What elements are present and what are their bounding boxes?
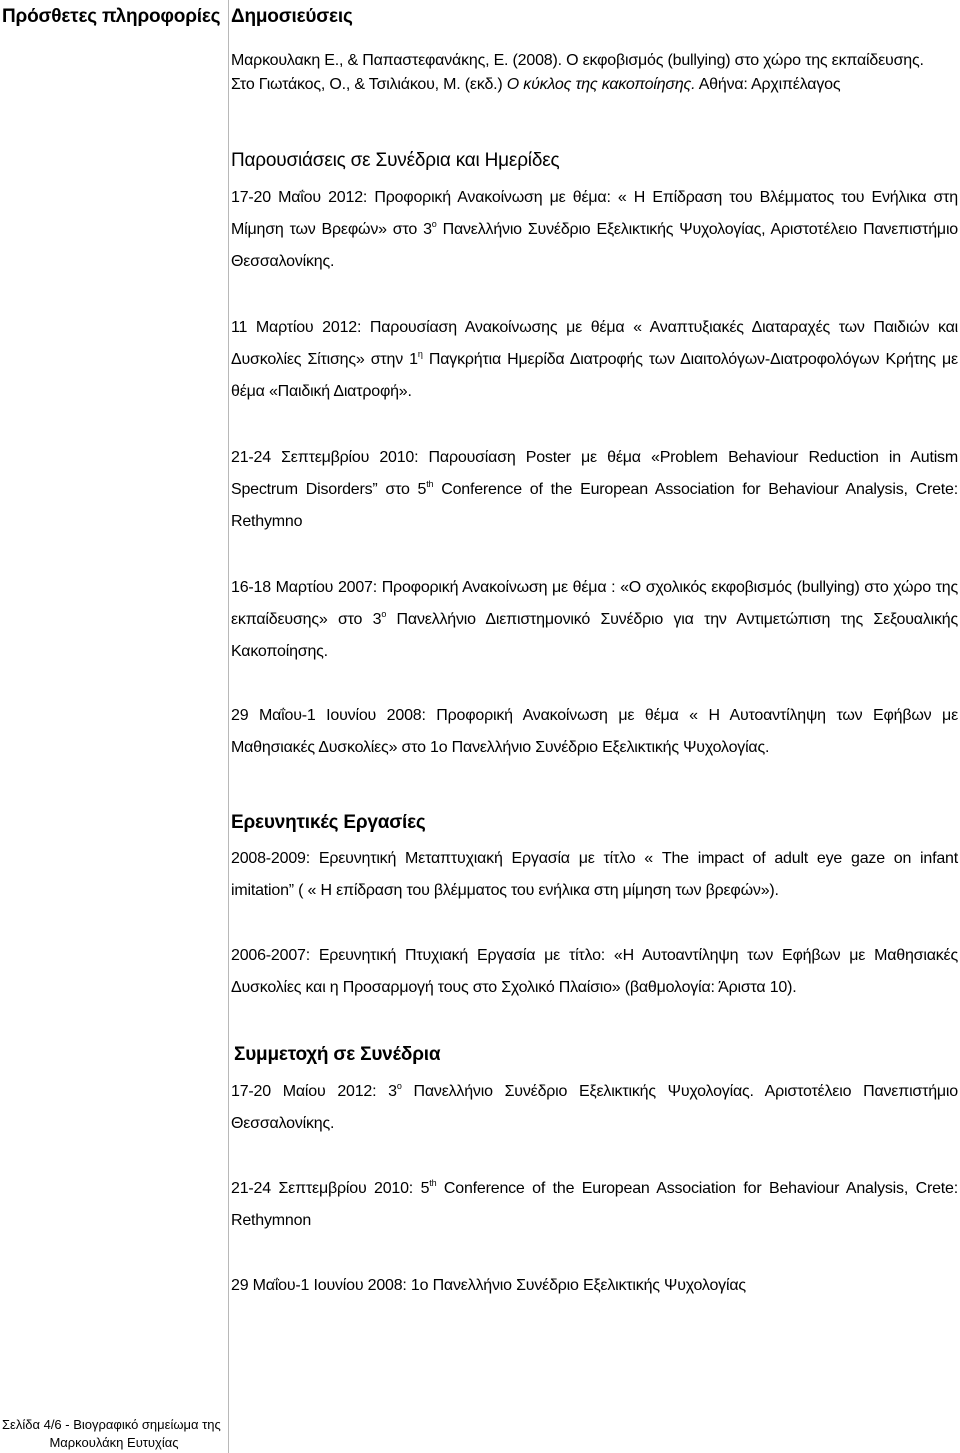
presentation-2-sup: η — [417, 349, 423, 359]
conference-1 — [231, 1076, 958, 1140]
presentation-5-text: 29 Μαΐου-1 Ιουνίου 2008: Προφορική Ανακοίνωση με θέμα « Η Αυτοαντίληψη των Εφήβων με Μαθησιακές Δυσκολίες» στο 1ο Πανελλήνιο Συνέδριο Εξελικτικής Ψυχολογίας. — [231, 707, 958, 756]
page-footer — [2, 1416, 226, 1452]
presentations-heading: Παρουσιάσεις σε Συνέδρια και Ημερίδες — [231, 150, 560, 171]
publication-line-2-italic: Ο κύκλος της κακοποίησης. — [506, 76, 696, 93]
presentations-heading-block — [231, 148, 958, 174]
presentation-4 — [231, 572, 958, 668]
left-column — [0, 0, 229, 1453]
sidebar-title: Πρόσθετες πληροφορίες — [2, 6, 221, 27]
publication-line-2a: Στο Γιωτάκος, Ο., & Τσιλιάκου, Μ. (εκδ.) — [231, 76, 507, 93]
footer-line-2: Μαρκουλάκη Ευτυχίας — [49, 1435, 179, 1450]
presentation-1-text-b: Πανελλήνιο Συνέδριο Εξελικτικής Ψυχολογίας, Αριστοτέλειο Πανεπιστήμιο Θεσσαλονίκης. — [231, 221, 958, 270]
conference-2-text-b: Conference of the European Association for Behaviour Analysis, Crete: Rethymnon — [231, 1180, 958, 1229]
publication-entry — [231, 49, 958, 97]
research-heading-block — [231, 810, 958, 836]
presentation-4-text-b: Πανελλήνιο Διεπιστημονικό Συνέδριο για την Αντιμετώπιση της Σεξουαλικής Κακοποίησης. — [231, 611, 958, 660]
presentation-1 — [231, 182, 958, 278]
research-1 — [231, 843, 958, 907]
research-1-text: 2008-2009: Ερευνητική Μεταπτυχιακή Εργασία με τίτλο « The impact of adult eye gaze on infant imitation” ( « Η επίδραση του βλέμματος του ενήλικα στη μίμηση των βρεφών»). — [231, 850, 958, 899]
presentation-1-text-a: 17-20 Μαΐου 2012: Προφορική Ανακοίνωση με θέμα: « Η Επίδραση του Βλέμματος του Ενήλικα στη Μίμηση των Βρεφών» στο 3 — [231, 189, 958, 238]
presentation-3-sup: th — [426, 479, 434, 489]
conference-3 — [231, 1270, 958, 1302]
presentation-3 — [231, 442, 958, 538]
conference-2-sup: th — [429, 1178, 437, 1188]
presentation-5 — [231, 700, 958, 764]
presentation-3-text-a: 21-24 Σεπτεμβρίου 2010: Παρουσίαση Poster με θέμα «Problem Behaviour Reduction in Autism Spectrum Disorders” στο 5 — [231, 449, 958, 498]
conference-1-sup: ο — [396, 1081, 402, 1091]
conference-2 — [231, 1173, 958, 1237]
presentation-4-sup: ο — [381, 609, 387, 619]
conference-2-text-a: 21-24 Σεπτεμβρίου 2010: 5 — [231, 1180, 430, 1197]
research-heading: Ερευνητικές Εργασίες — [231, 812, 426, 833]
conference-heading: Συμμετοχή σε Συνέδρια — [234, 1044, 441, 1065]
presentation-2 — [231, 312, 958, 408]
conference-3-text: 29 Μαΐου-1 Ιουνίου 2008: 1ο Πανελλήνιο Συνέδριο Εξελικτικής Ψυχολογίας — [231, 1277, 746, 1294]
research-2-text: 2006-2007: Ερευνητική Πτυχιακή Εργασία με τίτλο: «Η Αυτοαντίληψη των Εφήβων με Μαθησιακές Δυσκολίες και η Προσαρμογή τους στο Σχολικό Πλαίσιο» (βαθμολογία: Άριστα 10). — [231, 947, 958, 996]
research-2 — [231, 940, 958, 1004]
presentation-1-sup: ο — [431, 219, 437, 229]
footer-line-1: Σελίδα 4/6 - Βιογραφικό σημείωμα της — [2, 1417, 221, 1432]
conference-1-text-b: Πανελλήνιο Συνέδριο Εξελικτικής Ψυχολογίας. Αριστοτέλειο Πανεπιστήμιο Θεσσαλονίκης. — [231, 1083, 958, 1132]
presentation-2-text-b: Παγκρήτια Ημερίδα Διατροφής των Διαιτολόγων-Διατροφολόγων Κρήτης με θέμα «Παιδική Διατροφή». — [231, 351, 958, 400]
publication-line-1: Μαρκουλακη Ε., & Παπαστεφανάκης, Ε. (2008). Ο εκφοβισμός (bullying) στο χώρο της εκπαίδευσης. — [231, 52, 924, 69]
presentation-4-text-a: 16-18 Μαρτίου 2007: Προφορική Ανακοίνωση με θέμα : «Ο σχολικός εκφοβισμός (bullying) στο χώρο της εκπαίδευσης» στο 3 — [231, 579, 958, 628]
conference-heading-block — [234, 1042, 960, 1068]
presentation-3-text-b: Conference of the European Association for Behaviour Analysis, Crete: Rethymno — [231, 481, 958, 530]
conference-1-text-a: 17-20 Μαίου 2012: 3 — [231, 1083, 397, 1100]
publications-heading: Δημοσιεύσεις — [231, 6, 353, 27]
presentation-2-text-a: 11 Μαρτίου 2012: Παρουσίαση Ανακοίνωσης με θέμα « Αναπτυξιακές Διαταραχές των Παιδιών και Δυσκολίες Σίτισης» στην 1 — [231, 319, 958, 368]
publication-line-2b: Αθήνα: Αρχιπέλαγος — [695, 76, 841, 93]
